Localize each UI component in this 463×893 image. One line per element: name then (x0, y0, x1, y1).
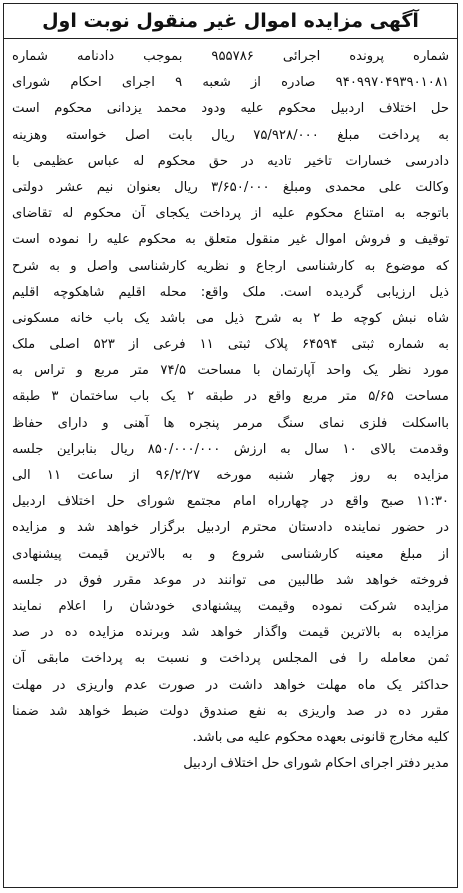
auction-notice (3, 3, 458, 888)
notice-line: بااسکلت فلزی نمای سنگ مرمر پنجره ها آهنی و دارای حفاظ (12, 415, 449, 431)
notice-line: که موضوع به کارشناسی ارجاع و نظریه کارشناسی واصل و به شرح (12, 258, 449, 274)
notice-line: ۱۱:۳۰ صبح واقع در چهارراه امام مجتمع شورای حل اختلاف اردبیل (12, 494, 449, 510)
notice-line: فروخته خواهد شد طالبین می توانند در موعد مقرر فوق در جلسه (12, 572, 449, 588)
notice-line: مساحت ۵/۶۵ متر مربع واقع در طبقه ۲ یک باب ساختمان ۳ طبقه (12, 389, 449, 405)
notice-line: وقدمت بالای ۱۰ سال به ارزش ۸۵۰/۰۰۰/۰۰۰ ریال بنابراین جلسه (12, 441, 449, 457)
notice-line: وکالت علی محمدی ومبلغ ۳/۶۵۰/۰۰۰ ریال بعنوان نیم عشر دولتی (12, 179, 449, 195)
notice-line: مزایده به روز چهار شنبه مورخه ۹۶/۲/۲۷ از ساعت ۱۱ الی (12, 468, 449, 483)
notice-title: آگهی مزایده اموال غیر منقول نوبت اول (42, 10, 419, 32)
notice-line: ۹۴۰۹۹۷۰۴۹۳۹۰۱۰۸۱ صادره از شعبه ۹ اجرای احکام شورای (12, 75, 449, 91)
notice-line: مقرر ده در صد واریزی به نفع صندوق دولت ضبط خواهد شد ضمنا (12, 703, 449, 719)
notice-line: حل اختلاف اردبیل محکوم علیه ودود محمد یزدانی محکوم است (12, 101, 449, 117)
notice-line: از مبلغ معینه کارشناسی شروع و به بالاترین قیمت پیشنهادی (12, 546, 449, 562)
notice-line: کلیه مخارج قانونی بعهده محکوم علیه می باشد. (192, 729, 449, 745)
notice-line: مزایده به بالاترین قیمت واگذار خواهد شد وبرنده مزایده ده در صد (12, 625, 449, 641)
notice-line: باتوجه به امتناع محکوم علیه از پرداخت یکجای آن محکوم له تقاضای (12, 206, 449, 222)
notice-line: مزایده شرکت نموده وقیمت پیشنهادی خودشان را اعلام نمایند (12, 598, 449, 614)
notice-line: ذیل ارزیابی گردیده است. ملک واقع: محله اقلیم شاهکوچه اقلیم (12, 284, 449, 300)
notice-line: به شماره ثبتی ۶۴۵۹۴ پلاک ثبتی ۱۱ فرعی از ۵۲۳ اصلی ملک (12, 337, 449, 353)
notice-line: مورد نظر یک واحد آپارتمان با مساحت ۷۴/۵ متر مربع و تراس به (12, 363, 449, 379)
notice-line: شاه نبش کوچه ط ۲ به شرح ذیل می باشد یک باب خانه مسکونی (12, 310, 449, 326)
notice-line: به پرداخت مبلغ ۷۵/۹۲۸/۰۰۰ ریال بابت اصل خواسته وهزینه (12, 127, 449, 143)
notice-header (4, 4, 457, 39)
notice-line: توقیف و فروش اموال غیر منقول متعلق به محکوم علیه را نموده است (12, 232, 449, 248)
notice-body (12, 44, 449, 881)
notice-line: در حضور نماینده دادستان محترم اردبیل برگزار خواهد شد و مزایده (12, 520, 449, 536)
notice-line: دادرسی خسارات تاخیر تادیه در حق محکوم له عباس عظیمی با (12, 153, 449, 169)
notice-signature: مدیر دفتر اجرای احکام شورای حل اختلاف اردبیل (183, 756, 449, 772)
notice-line: حداکثر یک ماه مهلت خواهد داشت در صورت عدم واریزی در مهلت (12, 677, 449, 693)
notice-line: شماره پرونده اجرائی ۹۵۵۷۸۶ بموجب دادنامه شماره (12, 49, 449, 64)
notice-line: ثمن معامله را فی المجلس پرداخت و نسبت به پرداخت مابقی آن (12, 651, 449, 667)
